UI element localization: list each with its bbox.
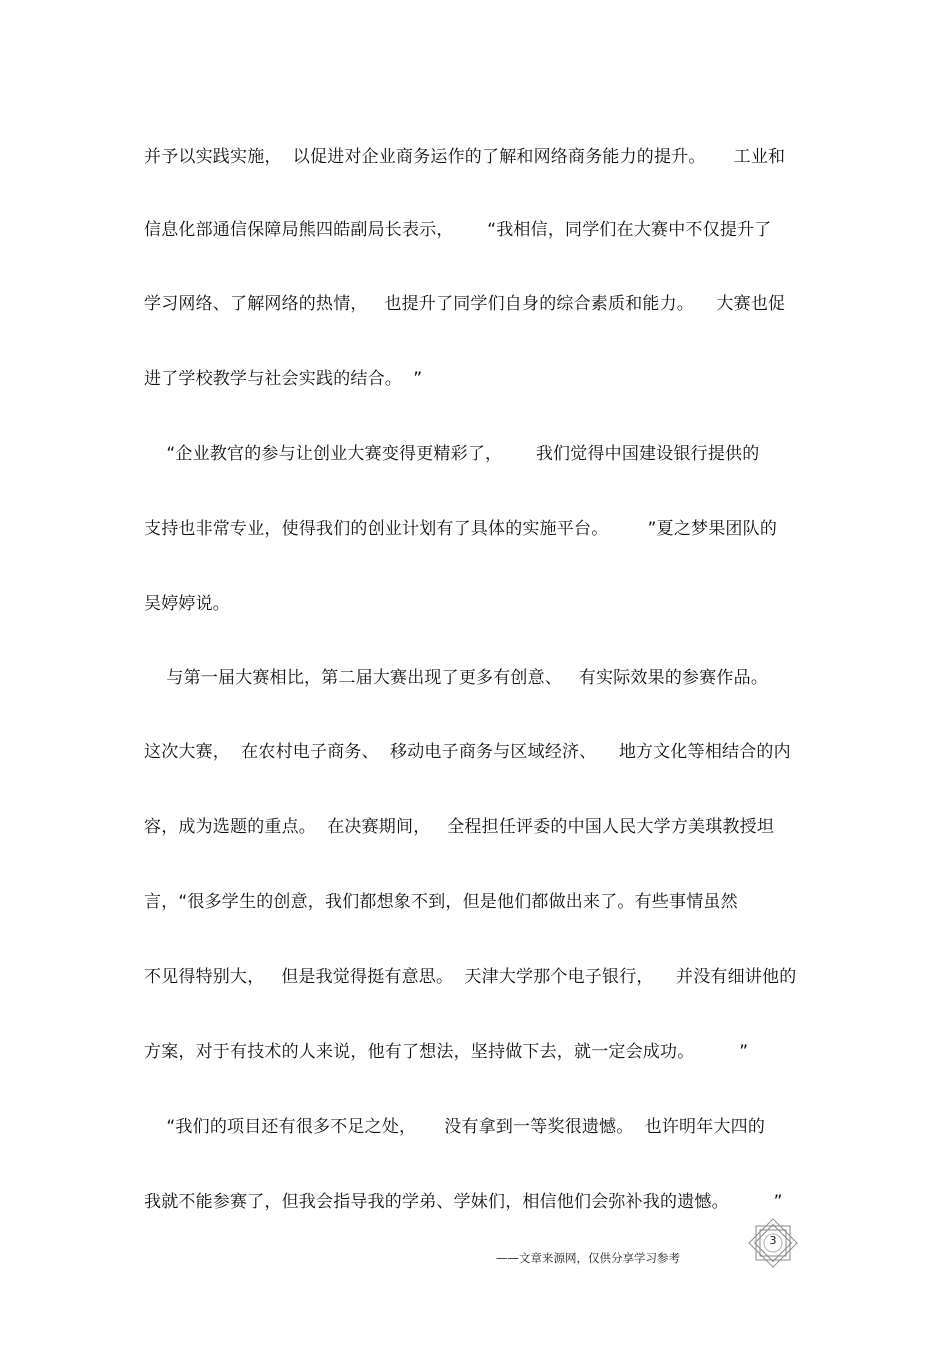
body-text-line: “企业教官的参与让创业大赛变得更精彩了， 我们觉得中国建设银行提供的 [144,444,760,464]
page-number-badge [748,1218,798,1268]
body-text-line: 学习网络、了解网络的热情， 也提升了同学们自身的综合素质和能力。 大赛也促 [144,294,786,314]
body-text-line: 我就不能参赛了，但我会指导我的学弟、学妹们，相信他们会弥补我的遗憾。 ” [144,1192,783,1212]
source-note: ——文章来源网，仅供分享学习参考 [496,1251,680,1265]
body-text-line: 进了学校教学与社会实践的结合。 ” [144,369,423,389]
body-text-line: 支持也非常专业，使得我们的创业计划有了具体的实施平台。 ”夏之梦果团队的 [144,519,778,539]
body-text-line: 与第一届大赛相比，第二届大赛出现了更多有创意、 有实际效果的参赛作品。 [144,668,769,688]
page-number: 3 [769,1234,777,1247]
body-text-line: 言，“很多学生的创意，我们都想象不到，但是他们都做出来了。有些事情虽然 [144,892,738,912]
body-text-line: 吴婷婷说。 [144,594,230,614]
body-text-line: 并予以实践实施， 以促进对企业商务运作的了解和网络商务能力的提升。 工业和 [144,147,786,167]
body-text-line: “我们的项目还有很多不足之处， 没有拿到一等奖很遗憾。 也许明年大四的 [144,1117,766,1137]
body-text-line: 方案，对于有技术的人来说，他有了想法，坚持做下去，就一定会成功。 ” [144,1042,749,1062]
body-text-line: 容，成为选题的重点。 在决赛期间， 全程担任评委的中国人民大学方美琪教授坦 [144,817,775,837]
body-text-line: 不见得特别大， 但是我觉得挺有意思。 天津大学那个电子银行， 并没有细讲他的 [144,967,797,987]
body-text-line: 这次大赛， 在农村电子商务、 移动电子商务与区域经济、 地方文化等相结合的内 [144,742,791,762]
body-text-line: 信息化部通信保障局熊四皓副局长表示， “我相信，同学们在大赛中不仅提升了 [144,220,772,240]
